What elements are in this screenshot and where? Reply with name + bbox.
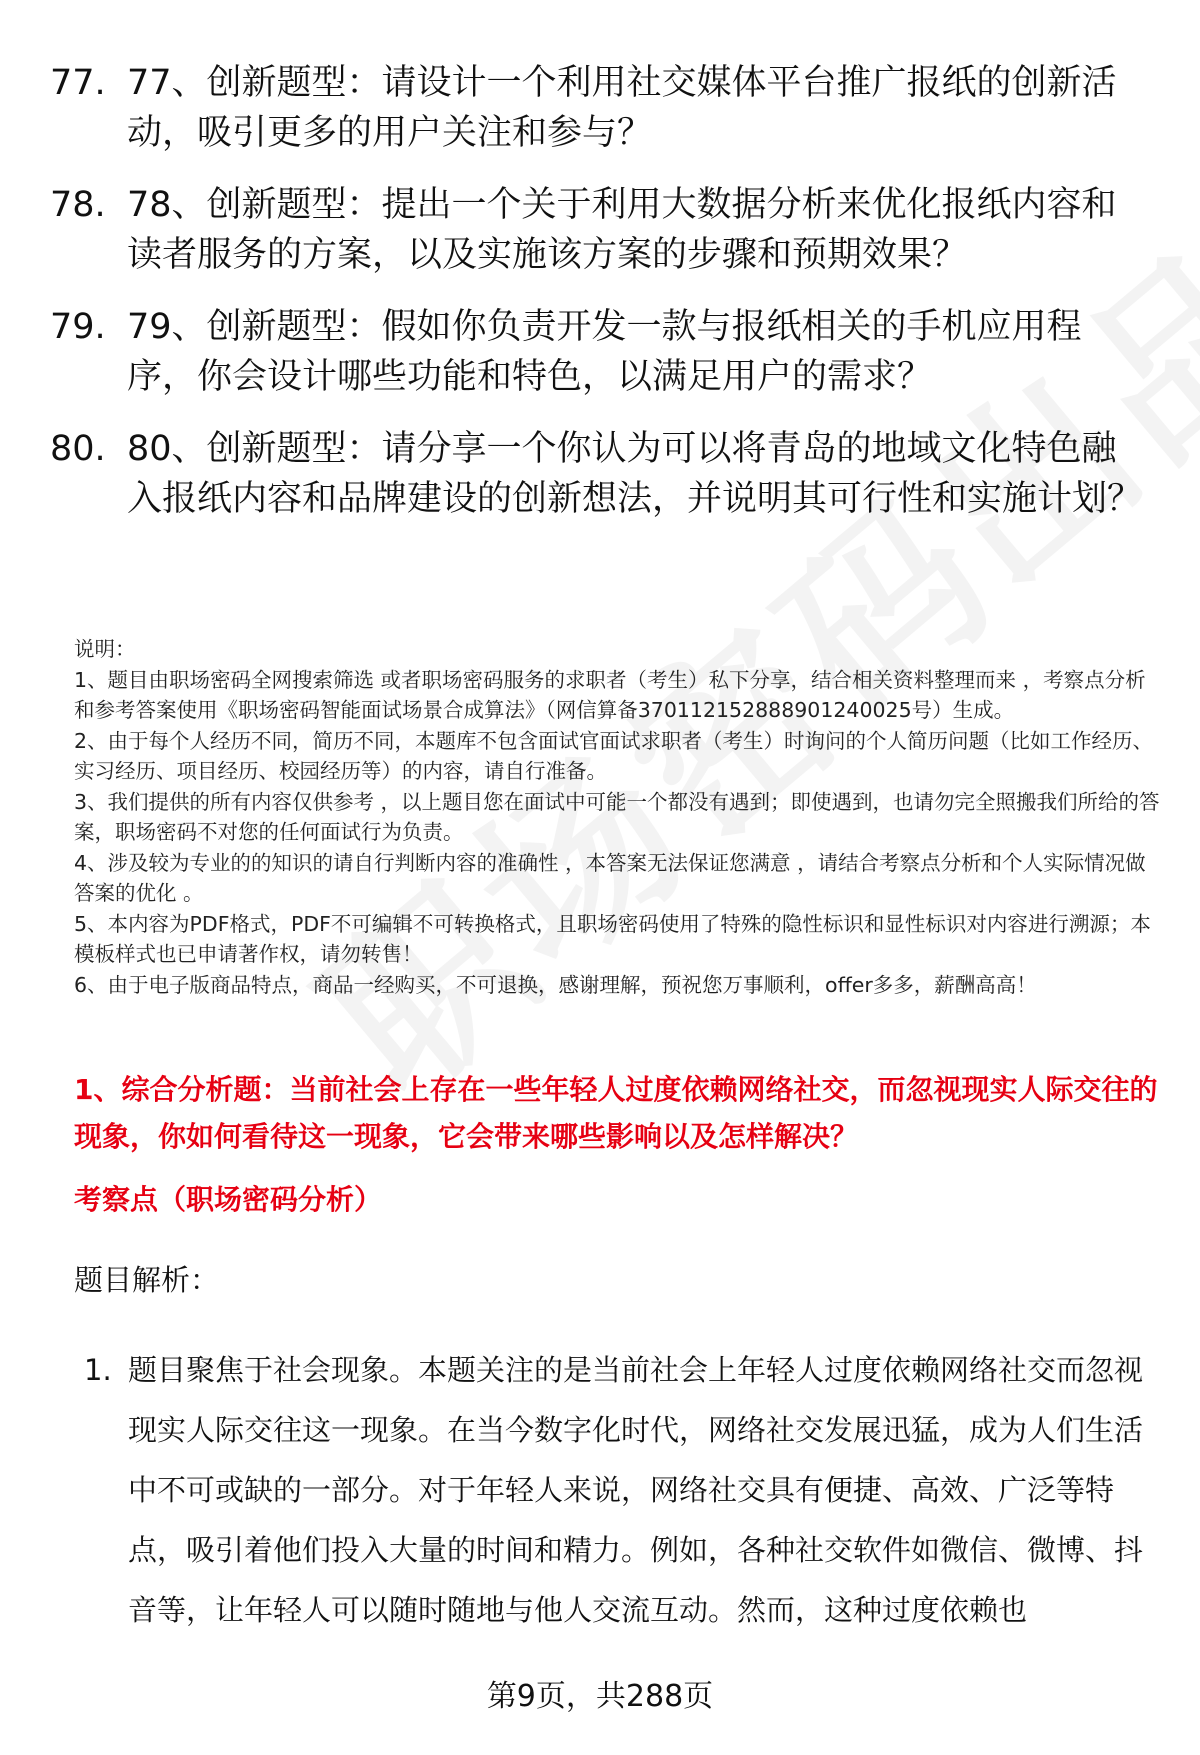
note-item: 4、涉及较为专业的的知识的请自行判断内容的准确性 ，本答案无法保证您满意 ，请结合考察点分析和个人实际情况做答案的优化 。: [74, 850, 1146, 905]
page-footer: 第9页，共288页: [486, 1679, 714, 1714]
list-item-text: 78、创新题型：提出一个关于利用大数据分析来优化报纸内容和读者服务的方案，以及实施该方案的步骤和预期效果？: [127, 185, 1117, 275]
list-item-number: 80.: [50, 429, 106, 469]
list-item-text: 79、创新题型：假如你负责开发一款与报纸相关的手机应用程序，你会设计哪些功能和特色，以满足用户的需求？: [127, 307, 1082, 397]
note-item: 1、题目由职场密码全网搜索筛选 或者职场密码服务的求职者（考生）私下分享，结合相关资料整理而来 ，考察点分析和参考答案使用《职场密码智能面试场景合成算法》（网信算备370112152888901240025号）生成。: [74, 667, 1146, 722]
list-item-text: 80、创新题型：请分享一个你认为可以将青岛的地域文化特色融入报纸内容和品牌建设的创新想法，并说明其可行性和实施计划？: [127, 429, 1143, 519]
note-item: 6、由于电子版商品特点，商品一经购买，不可退换，感谢理解，预祝您万事顺利，offer多多，薪酬高高！: [74, 972, 1037, 997]
notes-title: 说明：: [74, 637, 136, 661]
note-item: 5、本内容为PDF格式，PDF不可编辑不可转换格式，且职场密码使用了特殊的隐性标识和显性标识对内容进行溯源；本模板样式也已申请著作权，请勿转售！: [74, 911, 1151, 966]
list-item: [50, 180, 1150, 280]
analysis-label: 题目解析：: [74, 1263, 220, 1297]
list-item: [50, 424, 1150, 524]
list-item-number: 77.: [50, 63, 106, 103]
list-item-number: 78.: [50, 185, 106, 225]
question-list: [50, 58, 1150, 546]
list-item: [50, 58, 1150, 158]
notes-section: [74, 634, 1164, 1000]
analysis-list-item: [84, 1340, 1164, 1640]
list-item-text: 77、创新题型：请设计一个利用社交媒体平台推广报纸的创新活动，吸引更多的用户关注和参与？: [127, 63, 1117, 153]
analysis-item-text: 题目聚焦于社会现象。本题关注的是当前社会上年轻人过度依赖网络社交而忽视现实人际交往这一现象。在当今数字化时代，网络社交发展迅猛，成为人们生活中不可或缺的一部分。对于年轻人来说，网络社交具有便捷、高效、广泛等特点，吸引着他们投入大量的时间和精力。例如，各种社交软件如微信、微博、抖音等，让年轻人可以随时随地与他人交流互动。然而，这种过度依赖也: [128, 1353, 1144, 1627]
note-item: 2、由于每个人经历不同，简历不同，本题库不包含面试官面试求职者（考生）时询问的个人简历问题（比如工作经历、实习经历、项目经历、校园经历等）的内容，请自行准备。: [74, 728, 1154, 783]
list-item-number: 79.: [50, 307, 106, 347]
analysis-item-number: 1.: [84, 1353, 112, 1387]
question-heading: 1、综合分析题：当前社会上存在一些年轻人过度依赖网络社交，而忽视现实人际交往的现象，你如何看待这一现象，它会带来哪些影响以及怎样解决？: [74, 1073, 1158, 1153]
note-item: 3、我们提供的所有内容仅供参考 ，以上题目您在面试中可能一个都没有遇到；即使遇到，也请勿完全照搬我们所给的答案，职场密码不对您的任何面试行为负责。: [74, 789, 1160, 844]
exam-point-heading: 考察点（职场密码分析）: [74, 1183, 383, 1216]
list-item: [50, 302, 1150, 402]
